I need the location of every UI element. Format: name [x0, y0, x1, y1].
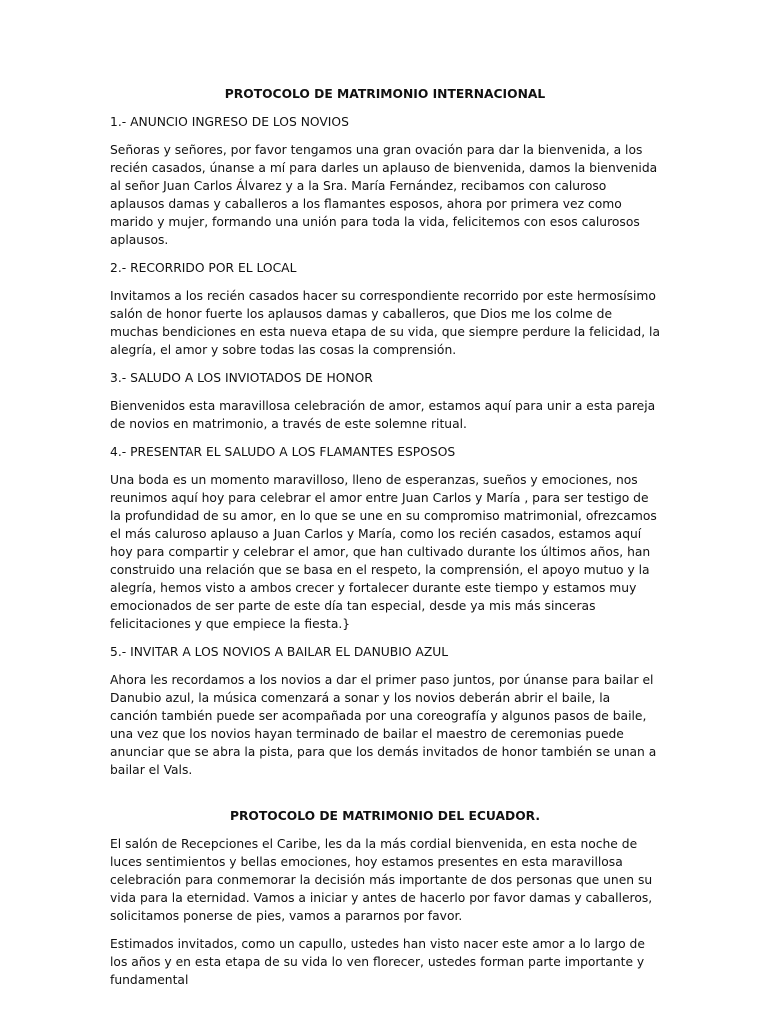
section-3	[110, 369, 660, 433]
section-2	[110, 259, 660, 359]
section-4	[110, 443, 660, 633]
section-body: Ahora les recordamos a los novios a dar el primer paso juntos, por únanse para bailar el Danubio azul, la música comenzará a sonar y los novios deberán abrir el baile, la canción también puede ser acompañada por una coreografía y algunos pasos de baile, una vez que los novios hayan terminado de bailar el maestro de ceremonias puede anunciar que se abra la pista, para que los demás invitados de honor también se unan a bailar el Vals.	[110, 673, 657, 777]
paragraph: El salón de Recepciones el Caribe, les da la más cordial bienvenida, en esta noche de luces sentimientos y bellas emociones, hoy estamos presentes en esta maravillosa celebración para conmemorar la decisión más importante de dos personas que unen su vida para la eternidad. Vamos a iniciar y antes de hacerlo por favor damas y caballeros, solicitamos ponerse de pies, vamos a pararnos por favor.	[110, 837, 653, 923]
second-document-title: PROTOCOLO DE MATRIMONIO DEL ECUADOR.	[229, 809, 541, 823]
section-heading: 2.- RECORRIDO POR EL LOCAL	[110, 261, 297, 275]
section-heading: 5.- INVITAR A LOS NOVIOS A BAILAR EL DANUBIO AZUL	[110, 645, 449, 659]
section-body: Invitamos a los recién casados hacer su correspondiente recorrido por este hermosísimo salón de honor fuerte los aplausos damas y caballeros, que Dios me los colme de muchas bendiciones en esta nueva etapa de su vida, que siempre perdure la felicidad, la alegría, el amor y sobre todas las cosas la comprensión.	[110, 289, 660, 357]
document-title: PROTOCOLO DE MATRIMONIO INTERNACIONAL	[224, 87, 546, 101]
section-5	[110, 643, 660, 779]
paragraph: Estimados invitados, como un capullo, ustedes han visto nacer este amor a lo largo de los años y en esta etapa de su vida lo ven florecer, ustedes forman parte importante y fundamental	[110, 937, 645, 987]
section-heading: 3.- SALUDO A LOS INVIOTADOS DE HONOR	[110, 371, 373, 385]
section-heading: 4.- PRESENTAR EL SALUDO A LOS FLAMANTES ESPOSOS	[110, 445, 456, 459]
section-body: Una boda es un momento maravilloso, lleno de esperanzas, sueños y emociones, nos reunimos aquí hoy para celebrar el amor entre Juan Carlos y María , para ser testigo de la profundidad de su amor, en lo que se une en su compromiso matrimonial, ofrezcamos el más caluroso aplauso a Juan Carlos y María, como los recién casados, estamos aquí hoy para compartir y celebrar el amor, que han cultivado durante los últimos años, han construido una relación que se basa en el respeto, la comprensión, el apoyo mutuo y la alegría, hemos visto a ambos crecer y fortalecer durante este tiempo y estamos muy emocionados de ser parte de este día tan especial, desde ya mis más sinceras felicitaciones y que empiece la fiesta.}	[110, 473, 657, 631]
section-heading: 1.- ANUNCIO INGRESO DE LOS NOVIOS	[110, 115, 349, 129]
section-1	[110, 113, 660, 249]
section-body: Señoras y señores, por favor tengamos una gran ovación para dar la bienvenida, a los recién casados, únanse a mí para darles un aplauso de bienvenida, damos la bienvenida al señor Juan Carlos Álvarez y a la Sra. María Fernández, recibamos con caluroso aplausos damas y caballeros a los flamantes esposos, ahora por primera vez como marido y mujer, formando una unión para toda la vida, felicitemos con esos calurosos aplausos.	[110, 143, 658, 247]
document-page	[110, 85, 660, 999]
section-body: Bienvenidos esta maravillosa celebración de amor, estamos aquí para unir a esta pareja de novios en matrimonio, a través de este solemne ritual.	[110, 399, 656, 431]
